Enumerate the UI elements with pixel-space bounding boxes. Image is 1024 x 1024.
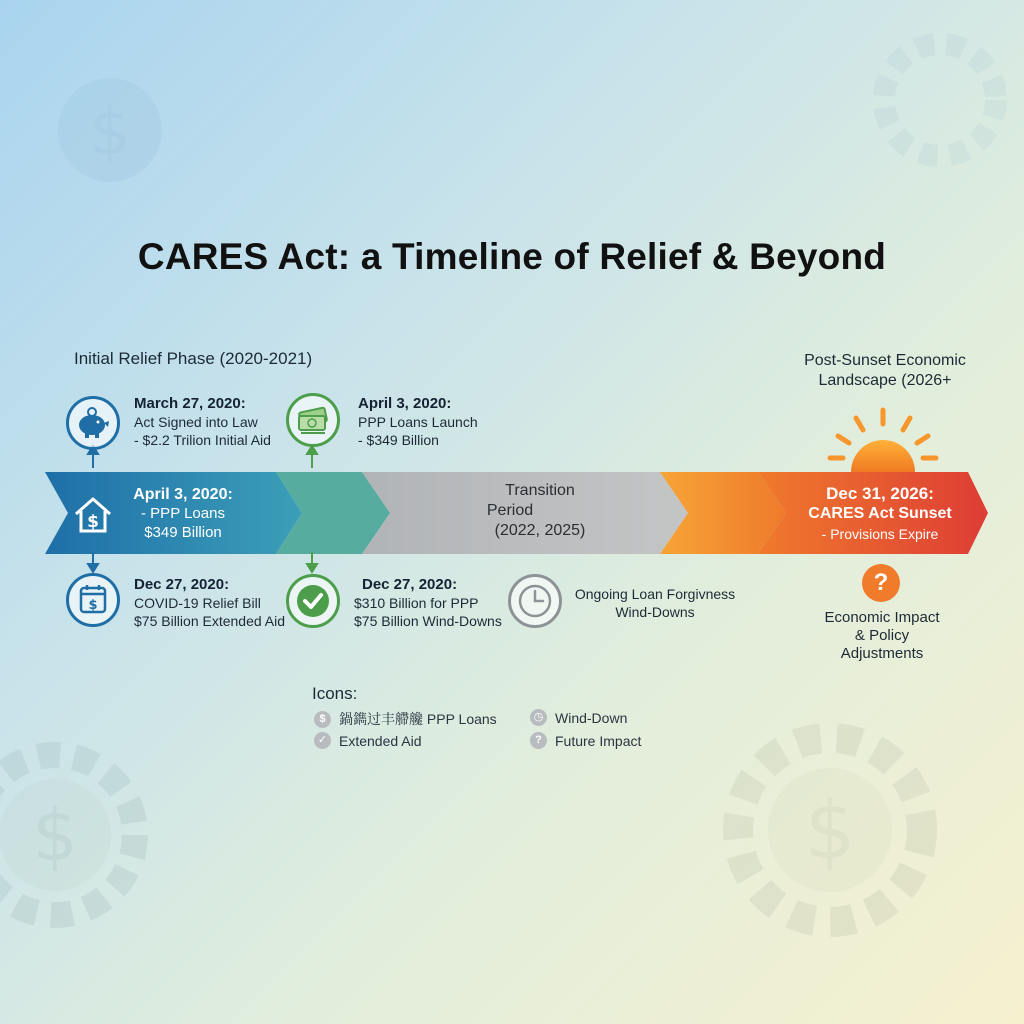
economic-impact-text bbox=[800, 609, 964, 663]
legend-item-extended-aid bbox=[314, 732, 422, 749]
legend-label-wind-down: Wind-Down bbox=[555, 709, 628, 726]
checkmark-icon bbox=[286, 574, 340, 628]
money-stack-icon bbox=[286, 393, 340, 447]
post-sunset-line-1: Post-Sunset Economic bbox=[804, 352, 966, 369]
clock-icon bbox=[508, 574, 562, 628]
event-covid-relief-line1: COVID-19 Relief Bill bbox=[134, 595, 261, 611]
transition-line2: Period bbox=[486, 502, 534, 519]
calendar-dollar-icon bbox=[66, 573, 120, 627]
legend-item-ppp-loans bbox=[314, 709, 497, 729]
svg-text:$: $ bbox=[89, 96, 131, 170]
legend-label-future: Future Impact bbox=[555, 732, 642, 749]
svg-text:$: $ bbox=[804, 784, 856, 877]
event-act-signed-date: March 27, 2020: bbox=[134, 395, 246, 412]
transition-line3: (2022, 2025) bbox=[494, 522, 586, 539]
event-act-signed bbox=[134, 395, 271, 449]
background-dollar-gear-right-icon bbox=[700, 700, 960, 960]
background-gear-top-right-icon bbox=[860, 20, 1020, 180]
svg-text:$: $ bbox=[88, 598, 98, 613]
transition-line1: Transition bbox=[505, 482, 575, 499]
event-ongoing-line1: Ongoing Loan Forgivness bbox=[574, 586, 736, 602]
event-ppp-launch-line2: - $349 Billion bbox=[358, 432, 439, 448]
event-ppp-310 bbox=[354, 576, 502, 630]
legend-title: Icons: bbox=[312, 684, 358, 703]
event-ppp-310-line2: $75 Billion Wind-Downs bbox=[354, 613, 502, 629]
event-ongoing-forgiveness bbox=[570, 585, 740, 621]
question-icon: ? bbox=[862, 564, 900, 602]
event-act-signed-line1: Act Signed into Law bbox=[134, 414, 258, 430]
arrow-seg1-line1: - PPP Loans bbox=[141, 505, 225, 522]
piggy-bank-icon bbox=[66, 396, 120, 450]
sunset-date: Dec 31, 2026: bbox=[826, 484, 934, 503]
event-ppp-launch-line1: PPP Loans Launch bbox=[358, 414, 478, 430]
event-ppp-310-line1: $310 Billion for PPP bbox=[354, 595, 479, 611]
event-ppp-launch bbox=[358, 395, 478, 449]
svg-text:$: $ bbox=[32, 793, 78, 877]
event-covid-relief bbox=[134, 576, 285, 630]
impact-line1: Economic Impact bbox=[824, 609, 940, 626]
event-ppp-310-date: Dec 27, 2020: bbox=[362, 576, 458, 593]
sunset-line1: CARES Act Sunset bbox=[808, 505, 952, 522]
event-covid-relief-line2: $75 Billion Extended Aid bbox=[134, 613, 285, 629]
arrow-seg1-line2: $349 Billion bbox=[144, 524, 222, 541]
legend-question-icon: ? bbox=[530, 732, 547, 749]
post-sunset-phase-label bbox=[770, 351, 1000, 391]
background-dollar-gear-left-icon bbox=[0, 720, 170, 950]
legend-dollar-icon: $ bbox=[314, 711, 331, 728]
event-act-signed-line2: - $2.2 Trilion Initial Aid bbox=[134, 432, 271, 448]
legend-check-icon: ✓ bbox=[314, 732, 331, 749]
event-covid-relief-date: Dec 27, 2020: bbox=[134, 576, 230, 593]
event-ppp-launch-date: April 3, 2020: bbox=[358, 395, 452, 412]
legend-item-future-impact bbox=[530, 732, 641, 749]
event-ongoing-line2: Wind-Downs bbox=[615, 604, 695, 620]
legend-label-extended: Extended Aid bbox=[339, 732, 422, 749]
connector-lines bbox=[0, 440, 1024, 580]
initial-phase-label: Initial Relief Phase (2020-2021) bbox=[74, 349, 313, 368]
legend-clock-icon: ◷ bbox=[530, 709, 547, 726]
sunset-line2: - Provisions Expire bbox=[821, 526, 939, 542]
legend-label-ppp: 鍋鐫过丰艜艬 PPP Loans bbox=[339, 711, 497, 727]
post-sunset-line-2: Landscape (2026+ bbox=[818, 372, 952, 389]
background-dollar-top-left-icon bbox=[40, 60, 180, 200]
arrow-seg1-date: April 3, 2020: bbox=[133, 486, 233, 503]
impact-line3: Adjustments bbox=[840, 645, 924, 662]
legend-item-wind-down bbox=[530, 709, 627, 726]
svg-text:$: $ bbox=[87, 512, 99, 532]
page-title: CARES Act: a Timeline of Relief & Beyond bbox=[137, 236, 887, 277]
impact-line2: & Policy bbox=[854, 627, 910, 644]
